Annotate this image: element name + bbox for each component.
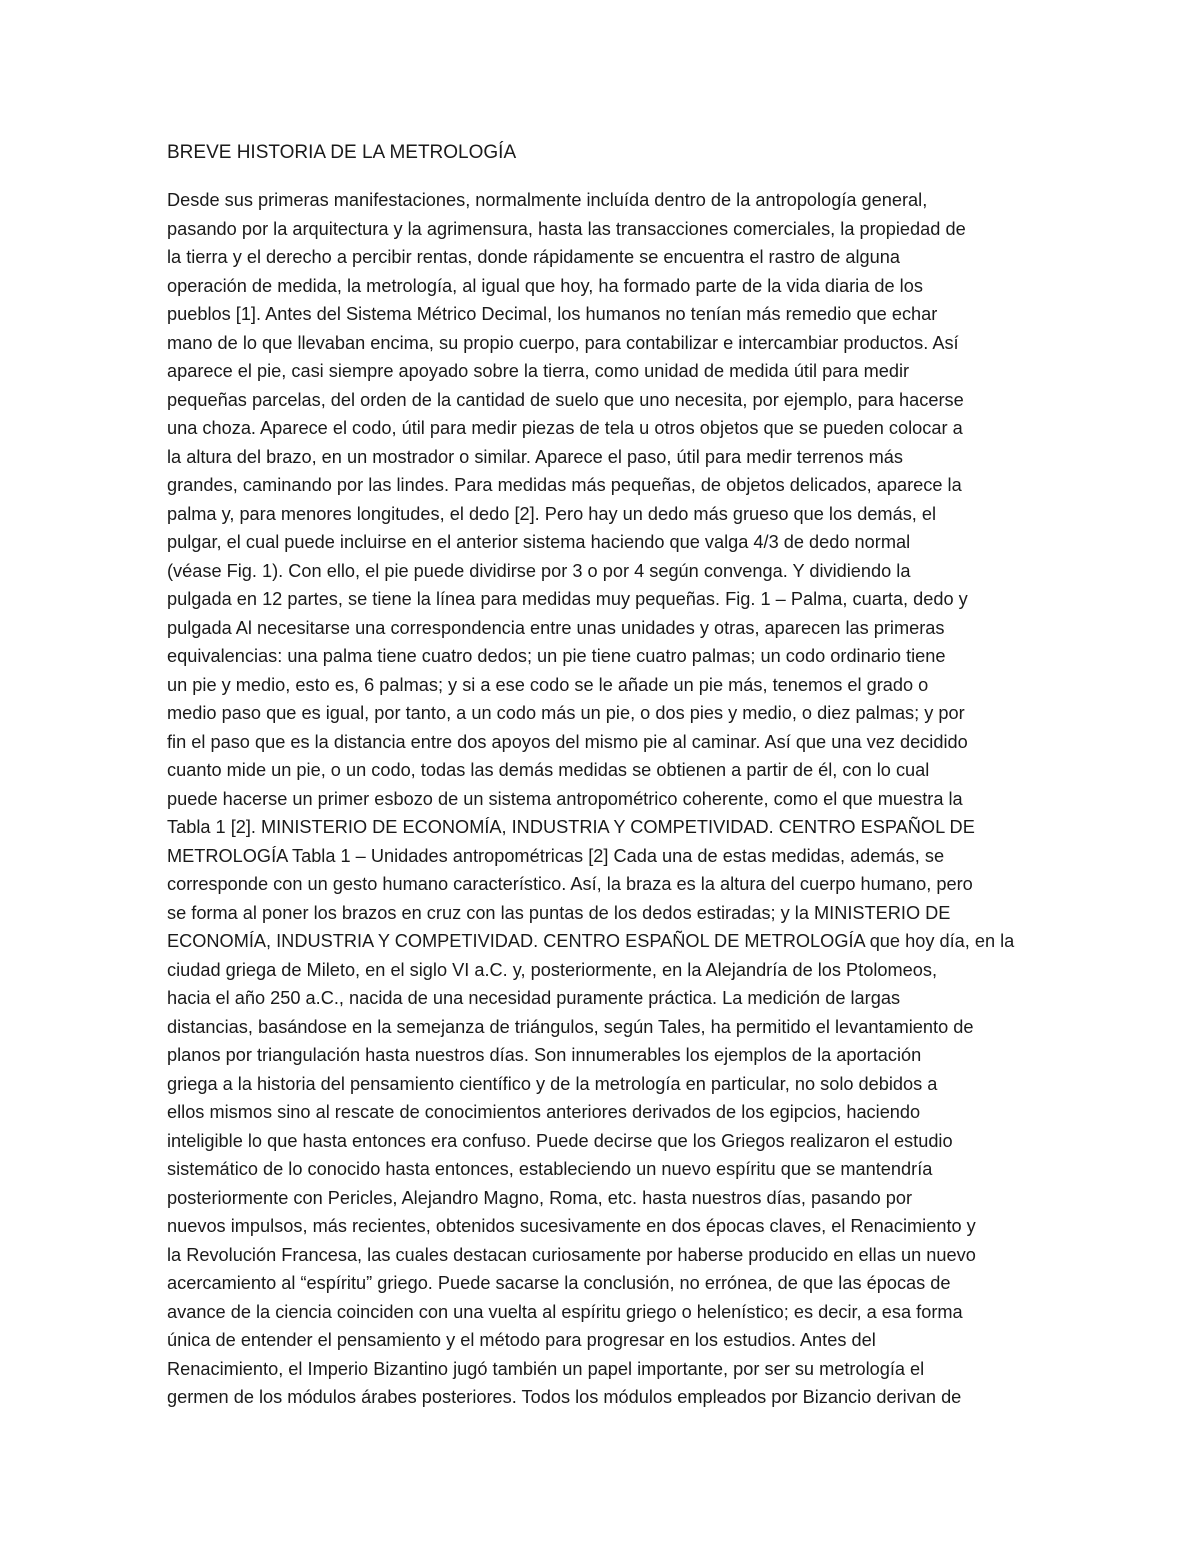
text-line: la altura del brazo, en un mostrador o similar. Aparece el paso, útil para medir terrenos más xyxy=(167,446,903,467)
text-line: ECONOMÍA, INDUSTRIA Y COMPETIVIDAD. CENTRO ESPAÑOL DE METROLOGÍA que hoy día, en la xyxy=(167,931,1015,951)
text-line: posteriormente con Pericles, Alejandro Magno, Roma, etc. hasta nuestros días, pasando por xyxy=(167,1187,913,1208)
text-line: hacia el año 250 a.C., nacida de una necesidad puramente práctica. La medición de largas xyxy=(167,988,901,1008)
text-line: cuanto mide un pie, o un codo, todas las demás medidas se obtienen a partir de él, con lo cual xyxy=(167,760,930,780)
text-line: pulgada en 12 partes, se tiene la línea para medidas muy pequeñas. Fig. 1 – Palma, cuarta, dedo y xyxy=(167,589,968,609)
text-line: (véase Fig. 1). Con ello, el pie puede dividirse por 3 o por 4 según convenga. Y dividiendo la xyxy=(167,560,911,581)
text-line: única de entender el pensamiento y el método para progresar en los estudios. Antes del xyxy=(167,1330,876,1350)
text-line: corresponde con un gesto humano característico. Así, la braza es la altura del cuerpo humano, pero xyxy=(167,874,973,894)
text-line: planos por triangulación hasta nuestros días. Son innumerables los ejemplos de la aportación xyxy=(167,1045,922,1065)
text-line: distancias, basándose en la semejanza de triángulos, según Tales, ha permitido el levantamiento de xyxy=(167,1016,974,1037)
text-line: medio paso que es igual, por tanto, a un codo más un pie, o dos pies y medio, o diez palmas; y por xyxy=(167,703,965,723)
text-line: acercamiento al “espíritu” griego. Puede sacarse la conclusión, no errónea, de que las épocas de xyxy=(167,1273,951,1293)
text-line: una choza. Aparece el codo, útil para medir piezas de tela u otros objetos que se pueden colocar a xyxy=(167,418,963,438)
text-line: sistemático de lo conocido hasta entonces, estableciendo un nuevo espíritu que se mantendría xyxy=(167,1159,933,1179)
text-line: equivalencias: una palma tiene cuatro dedos; un pie tiene cuatro palmas; un codo ordinario tiene xyxy=(167,646,946,666)
text-line: la Revolución Francesa, las cuales destacan curiosamente por haberse producido en ellas un nuevo xyxy=(167,1244,976,1265)
text-line: pulgada Al necesitarse una correspondencia entre unas unidades y otras, aparecen las primeras xyxy=(167,617,945,638)
text-line: pulgar, el cual puede incluirse en el anterior sistema haciendo que valga 4/3 de dedo normal xyxy=(167,532,911,552)
text-line: grandes, caminando por las lindes. Para medidas más pequeñas, de objetos delicados, aparece la xyxy=(167,475,962,495)
text-line: la tierra y el derecho a percibir rentas, donde rápidamente se encuentra el rastro de alguna xyxy=(167,247,900,267)
text-line: un pie y medio, esto es, 6 palmas; y si a ese codo se le añade un pie más, tenemos el grado o xyxy=(167,674,929,695)
text-line: pasando por la arquitectura y la agrimensura, hasta las transacciones comerciales, la propiedad de xyxy=(167,218,966,239)
text-line: puede hacerse un primer esbozo de un sistema antropométrico coherente, como el que muestra la xyxy=(167,788,963,809)
text-line: pequeñas parcelas, del orden de la cantidad de suelo que uno necesita, por ejemplo, para hacerse xyxy=(167,389,964,410)
text-line: griega a la historia del pensamiento científico y de la metrología en particular, no solo debidos a xyxy=(167,1073,938,1094)
text-line: Tabla 1 [2]. MINISTERIO DE ECONOMÍA, INDUSTRIA Y COMPETIVIDAD. CENTRO ESPAÑOL DE xyxy=(167,817,975,837)
text-line: ellos mismos sino al rescate de conocimientos anteriores derivados de los egipcios, haciendo xyxy=(167,1102,921,1122)
text-line: Desde sus primeras manifestaciones, normalmente incluída dentro de la antropología general, xyxy=(167,190,928,210)
text-line: fin el paso que es la distancia entre dos apoyos del mismo pie al caminar. Así que una vez decidido xyxy=(167,731,968,752)
text-line: METROLOGÍA Tabla 1 – Unidades antropométricas [2] Cada una de estas medidas, además, se xyxy=(167,845,945,866)
text-line: Renacimiento, el Imperio Bizantino jugó también un papel importante, por ser su metrología el xyxy=(167,1358,925,1379)
text-line: aparece el pie, casi siempre apoyado sobre la tierra, como unidad de medida útil para medir xyxy=(167,361,910,381)
text-line: inteligible lo que hasta entonces era confuso. Puede decirse que los Griegos realizaron el estudio xyxy=(167,1130,953,1151)
text-line: nuevos impulsos, más recientes, obtenidos sucesivamente en dos épocas claves, el Renacimiento y xyxy=(167,1216,976,1236)
text-line: ciudad griega de Mileto, en el siglo VI a.C. y, posteriormente, en la Alejandría de los Ptolomeos, xyxy=(167,959,938,980)
text-line: se forma al poner los brazos en cruz con las puntas de los dedos estiradas; y la MINISTERIO DE xyxy=(167,902,951,923)
document-title: BREVE HISTORIA DE LA METROLOGÍA xyxy=(167,142,517,163)
text-line: mano de lo que llevaban encima, su propio cuerpo, para contabilizar e intercambiar productos. Así xyxy=(167,332,959,353)
text-line: palma y, para menores longitudes, el dedo [2]. Pero hay un dedo más grueso que los demás, el xyxy=(167,503,937,524)
text-line: pueblos [1]. Antes del Sistema Métrico Decimal, los humanos no tenían más remedio que echar xyxy=(167,304,938,324)
text-line: germen de los módulos árabes posteriores. Todos los módulos empleados por Bizancio derivan de xyxy=(167,1387,962,1407)
text-line: avance de la ciencia coinciden con una vuelta al espíritu griego o helenístico; es decir, a esa forma xyxy=(167,1301,963,1322)
text-line: operación de medida, la metrología, al igual que hoy, ha formado parte de la vida diaria de los xyxy=(167,275,923,296)
body-paragraph xyxy=(167,186,1014,1412)
